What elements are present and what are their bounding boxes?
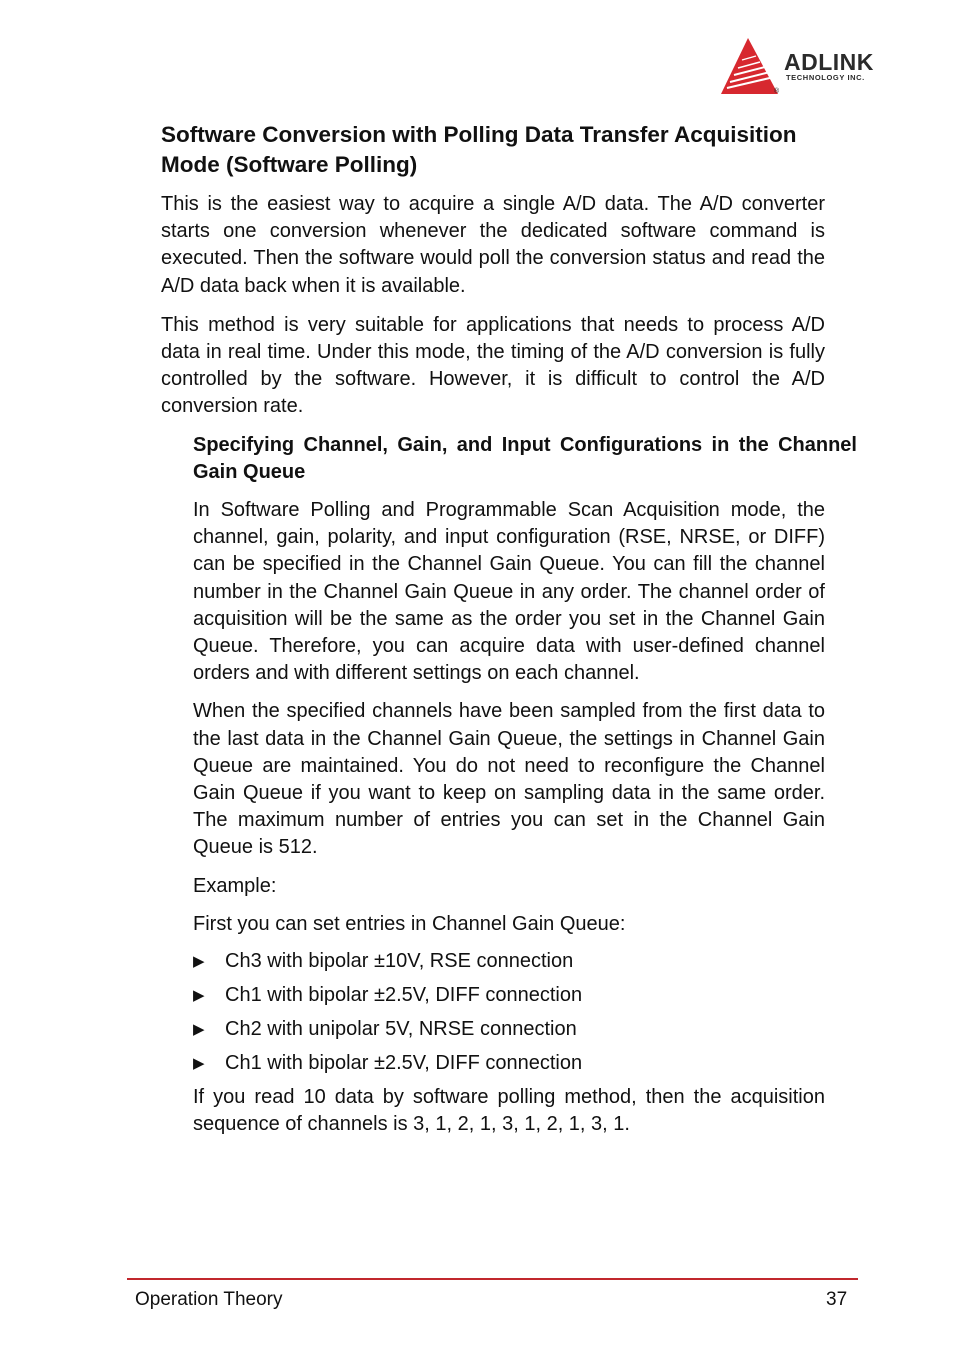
subsection-heading-channel-gain-queue: Specifying Channel, Gain, and Input Configurations in the Channel Gain Queue bbox=[193, 434, 857, 483]
page-number: 37 bbox=[826, 1289, 848, 1310]
paragraph: If you read 10 data by software polling method, then the acquisition sequence of channels is 3, 1, 2, 1, 3, 1, 2, 1, 3, 1. bbox=[193, 1086, 825, 1136]
list-item-text: Ch3 with bipolar ±10V, RSE connection bbox=[225, 950, 574, 973]
paragraph: When the specified channels have been sampled from the first data to the last data in the Channel Gain Queue, the settings in Channel Gain Queue are maintained. You do not need to reconfigure the Channel Gain Queue if you want to keep on sampling data in the same order. The maximum number of entries you can set in the Channel Gain Queue is 512. bbox=[193, 700, 825, 859]
adlink-logo bbox=[718, 36, 918, 98]
section-channel-gain-queue bbox=[193, 432, 857, 1138]
list-item-text: Ch2 with unipolar 5V, NRSE connection bbox=[225, 1018, 577, 1041]
paragraph: Example: bbox=[193, 874, 277, 897]
logo-brand-text: ADLINK bbox=[784, 49, 874, 75]
list-item bbox=[193, 982, 825, 1009]
section-software-polling bbox=[161, 120, 825, 421]
list-item bbox=[193, 948, 825, 975]
paragraph: This is the easiest way to acquire a single A/D data. The A/D converter starts one conversion whenever the dedicated software command is executed. Then the software would poll the conversion status and read the A/D data back when it is available. bbox=[161, 193, 825, 297]
list-item-text: Ch1 with bipolar ±2.5V, DIFF connection bbox=[225, 984, 583, 1007]
channel-entry-list bbox=[193, 948, 825, 1077]
logo-tagline: TECHNOLOGY INC. bbox=[786, 73, 865, 82]
section-heading-software-polling: Software Conversion with Polling Data Transfer Acquisition Mode (Software Polling) bbox=[161, 122, 797, 177]
footer-rule bbox=[127, 1278, 858, 1280]
bullet-arrow-icon: ▶ bbox=[193, 987, 205, 1005]
paragraph: This method is very suitable for applications that needs to process A/D data in real time. Under this mode, the timing of the A/D conversion is fully controlled by the software. However, it is difficult to control the A/D conversion rate. bbox=[161, 313, 825, 418]
list-item bbox=[193, 1050, 825, 1077]
bullet-arrow-icon: ▶ bbox=[193, 1021, 205, 1039]
paragraph: First you can set entries in Channel Gain Queue: bbox=[193, 912, 626, 935]
bullet-arrow-icon: ▶ bbox=[193, 1055, 205, 1073]
footer-chapter-title: Operation Theory bbox=[135, 1289, 283, 1310]
paragraph: In Software Polling and Programmable Scan Acquisition mode, the channel, gain, polarity, and input configuration (RSE, NRSE, or DIFF) can be specified in the Channel Gain Queue. You can fill the channel number in the Channel Gain Queue in any order. The channel order of acquisition will be the same as the order you set in the Channel Gain Queue. Therefore, you can acquire data with user-defined channel orders and with different settings on each channel. bbox=[193, 499, 825, 685]
adlink-triangle-icon bbox=[718, 36, 782, 98]
logo-registered-mark: ® bbox=[774, 88, 780, 95]
list-item-text: Ch1 with bipolar ±2.5V, DIFF connection bbox=[225, 1052, 583, 1075]
bullet-arrow-icon: ▶ bbox=[193, 953, 205, 971]
list-item bbox=[193, 1016, 825, 1043]
